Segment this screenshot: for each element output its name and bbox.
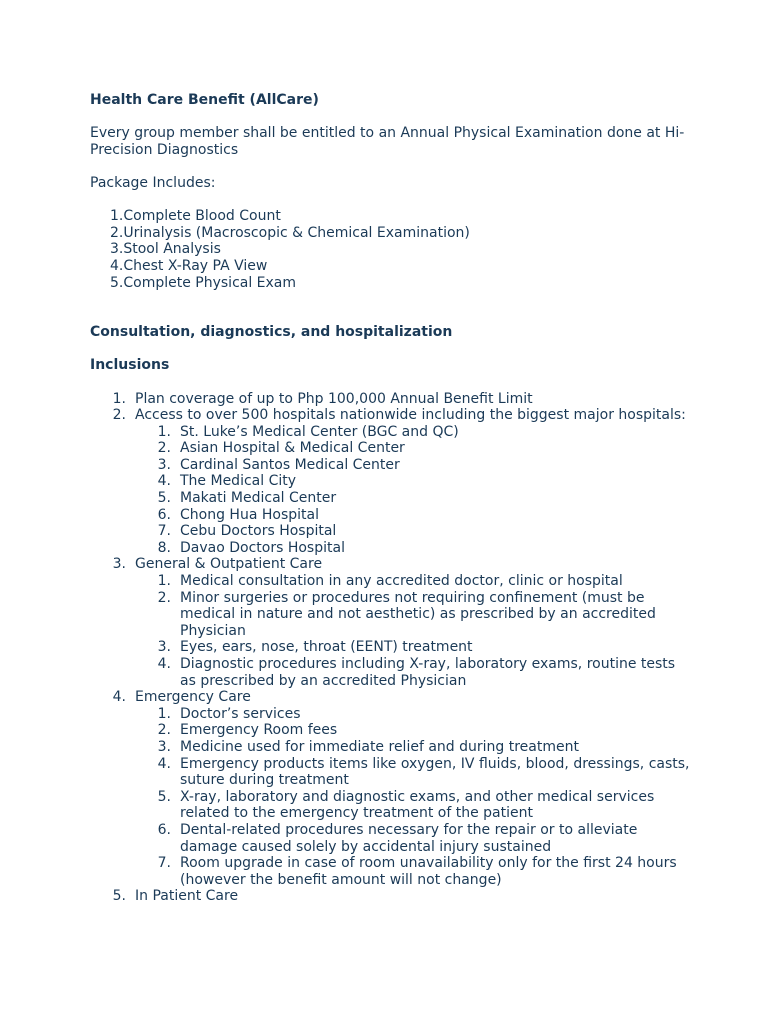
- inclusion-item: [90, 391, 690, 408]
- inclusion-subitem-number: 4.: [157, 473, 171, 490]
- inclusion-subitem-text: Chong Hua Hospital: [180, 506, 319, 523]
- package-item-number: 5.: [110, 274, 124, 291]
- package-item: [89, 258, 690, 275]
- inclusion-sublist: [135, 573, 690, 689]
- inclusion-sublist: [135, 706, 690, 889]
- inclusion-subitem-text: Asian Hospital & Medical Center: [180, 440, 405, 457]
- inclusion-subitem: [135, 822, 690, 855]
- package-item: [89, 241, 690, 258]
- inclusion-item: [90, 556, 690, 689]
- inclusion-subitem-text: Doctor’s services: [180, 705, 301, 722]
- inclusion-subitem-number: 2.: [157, 722, 171, 739]
- spacer: [90, 374, 690, 391]
- spacer: [90, 192, 690, 209]
- spacer: [90, 291, 690, 324]
- package-label: Package Includes:: [90, 174, 216, 191]
- inclusion-subitem-number: 3.: [157, 456, 171, 473]
- inclusion-item-number: 3.: [112, 556, 126, 573]
- inclusion-subitem-text: St. Luke’s Medical Center (BGC and QC): [180, 423, 459, 440]
- inclusion-subitem-text: Diagnostic procedures including X-ray, laboratory exams, routine tests as prescribed by an accredited Physician: [180, 656, 676, 689]
- inclusion-subitem: [135, 706, 690, 723]
- inclusion-subitem-number: 7.: [157, 855, 171, 872]
- inclusion-subitem-text: Davao Doctors Hospital: [180, 539, 345, 556]
- inclusion-subitem-number: 2.: [157, 440, 171, 457]
- package-item-text: Complete Physical Exam: [123, 274, 297, 291]
- inclusion-subitem-text: Cardinal Santos Medical Center: [180, 456, 400, 473]
- inclusion-subitem: [135, 590, 690, 640]
- package-item-number: 1.: [110, 208, 124, 225]
- inclusion-subitem: [135, 440, 690, 457]
- document-body: [90, 92, 690, 905]
- inclusion-subitem: [135, 739, 690, 756]
- inclusion-subitem-number: 1.: [157, 423, 171, 440]
- package-list: [90, 208, 690, 291]
- inclusion-subitem-text: Eyes, ears, nose, throat (EENT) treatment: [180, 639, 473, 656]
- inclusion-item: [90, 888, 690, 905]
- inclusion-subitem-number: 3.: [157, 639, 171, 656]
- inclusion-subitem-number: 5.: [157, 788, 171, 805]
- intro-paragraph: Every group member shall be entitled to an Annual Physical Examination done at Hi-Precision Diagnostics: [90, 125, 685, 158]
- inclusion-item-number: 4.: [112, 689, 126, 706]
- inclusions-label: Inclusions: [90, 357, 170, 374]
- inclusion-item: [90, 689, 690, 888]
- inclusion-subitem: [135, 523, 690, 540]
- inclusion-subitem-number: 6.: [157, 506, 171, 523]
- inclusion-item-text: Emergency Care: [135, 689, 251, 706]
- inclusion-subitem: [135, 656, 690, 689]
- inclusion-subitem-text: Room upgrade in case of room unavailability only for the first 24 hours (however the benefit amount will not change): [180, 855, 677, 888]
- inclusion-subitem-text: Minor surgeries or procedures not requiring confinement (must be medical in nature and not aesthetic) as prescribed by an accredited Physician: [180, 589, 656, 639]
- package-item-text: Urinalysis (Macroscopic & Chemical Examination): [123, 224, 470, 241]
- inclusion-subitem: [135, 473, 690, 490]
- inclusion-subitem-text: Cebu Doctors Hospital: [180, 523, 337, 540]
- inclusion-subitem: [135, 722, 690, 739]
- package-item: [89, 225, 690, 242]
- package-item-text: Chest X-Ray PA View: [123, 257, 268, 274]
- inclusion-subitem-number: 4.: [157, 755, 171, 772]
- package-item-number: 3.: [110, 241, 124, 258]
- package-item: [89, 208, 690, 225]
- document-title: Health Care Benefit (AllCare): [90, 92, 319, 108]
- inclusion-subitem-number: 3.: [157, 738, 171, 755]
- package-item: [89, 275, 690, 292]
- inclusion-subitem-number: 7.: [157, 523, 171, 540]
- inclusion-item-text: General & Outpatient Care: [135, 556, 323, 573]
- inclusion-item-text: Access to over 500 hospitals nationwide including the biggest major hospitals:: [135, 407, 686, 424]
- inclusion-subitem-number: 5.: [157, 490, 171, 507]
- inclusion-subitem-number: 1.: [157, 705, 171, 722]
- inclusion-subitem-text: Dental-related procedures necessary for the repair or to alleviate damage caused solely by accidental injury sustained: [180, 821, 638, 855]
- inclusion-subitem-number: 1.: [157, 573, 171, 590]
- spacer: [90, 109, 690, 126]
- inclusion-subitem-text: Makati Medical Center: [180, 490, 337, 507]
- inclusion-subitem: [135, 490, 690, 507]
- inclusion-item: [90, 407, 690, 556]
- package-item-number: 4.: [110, 257, 124, 274]
- inclusion-subitem-text: Medical consultation in any accredited doctor, clinic or hospital: [180, 573, 623, 590]
- inclusion-subitem: [135, 639, 690, 656]
- inclusion-subitem-number: 8.: [157, 539, 171, 556]
- inclusion-subitem: [135, 507, 690, 524]
- spacer: [90, 341, 690, 358]
- inclusion-subitem: [135, 424, 690, 441]
- package-item-text: Complete Blood Count: [123, 208, 281, 225]
- inclusions-list: [90, 391, 690, 905]
- inclusion-subitem-text: Emergency Room fees: [180, 722, 338, 739]
- inclusion-item-number: 2.: [112, 407, 126, 424]
- inclusion-subitem: [135, 573, 690, 590]
- inclusion-subitem-number: 2.: [157, 589, 171, 606]
- inclusion-subitem-text: Medicine used for immediate relief and during treatment: [180, 738, 579, 755]
- inclusion-subitem: [135, 540, 690, 557]
- inclusion-subitem-text: The Medical City: [180, 473, 297, 490]
- inclusion-subitem-text: Emergency products items like oxygen, IV fluids, blood, dressings, casts, suture during treatment: [180, 755, 690, 789]
- inclusion-subitem-text: X-ray, laboratory and diagnostic exams, and other medical services related to the emergency treatment of the patient: [180, 788, 655, 822]
- inclusion-item-text: In Patient Care: [135, 888, 239, 905]
- inclusion-subitem-number: 6.: [157, 821, 171, 838]
- spacer: [90, 158, 690, 175]
- inclusion-subitem: [135, 789, 690, 822]
- inclusion-subitem: [135, 855, 690, 888]
- inclusion-item-number: 1.: [112, 390, 126, 407]
- inclusion-subitem: [135, 457, 690, 474]
- package-item-number: 2.: [110, 224, 124, 241]
- inclusion-item-text: Plan coverage of up to Php 100,000 Annual Benefit Limit: [135, 390, 533, 407]
- package-item-text: Stool Analysis: [123, 241, 221, 258]
- inclusion-subitem: [135, 756, 690, 789]
- section-title: Consultation, diagnostics, and hospitalization: [90, 324, 453, 341]
- inclusion-sublist: [135, 424, 690, 557]
- inclusion-item-number: 5.: [112, 888, 126, 905]
- inclusion-subitem-number: 4.: [157, 656, 171, 672]
